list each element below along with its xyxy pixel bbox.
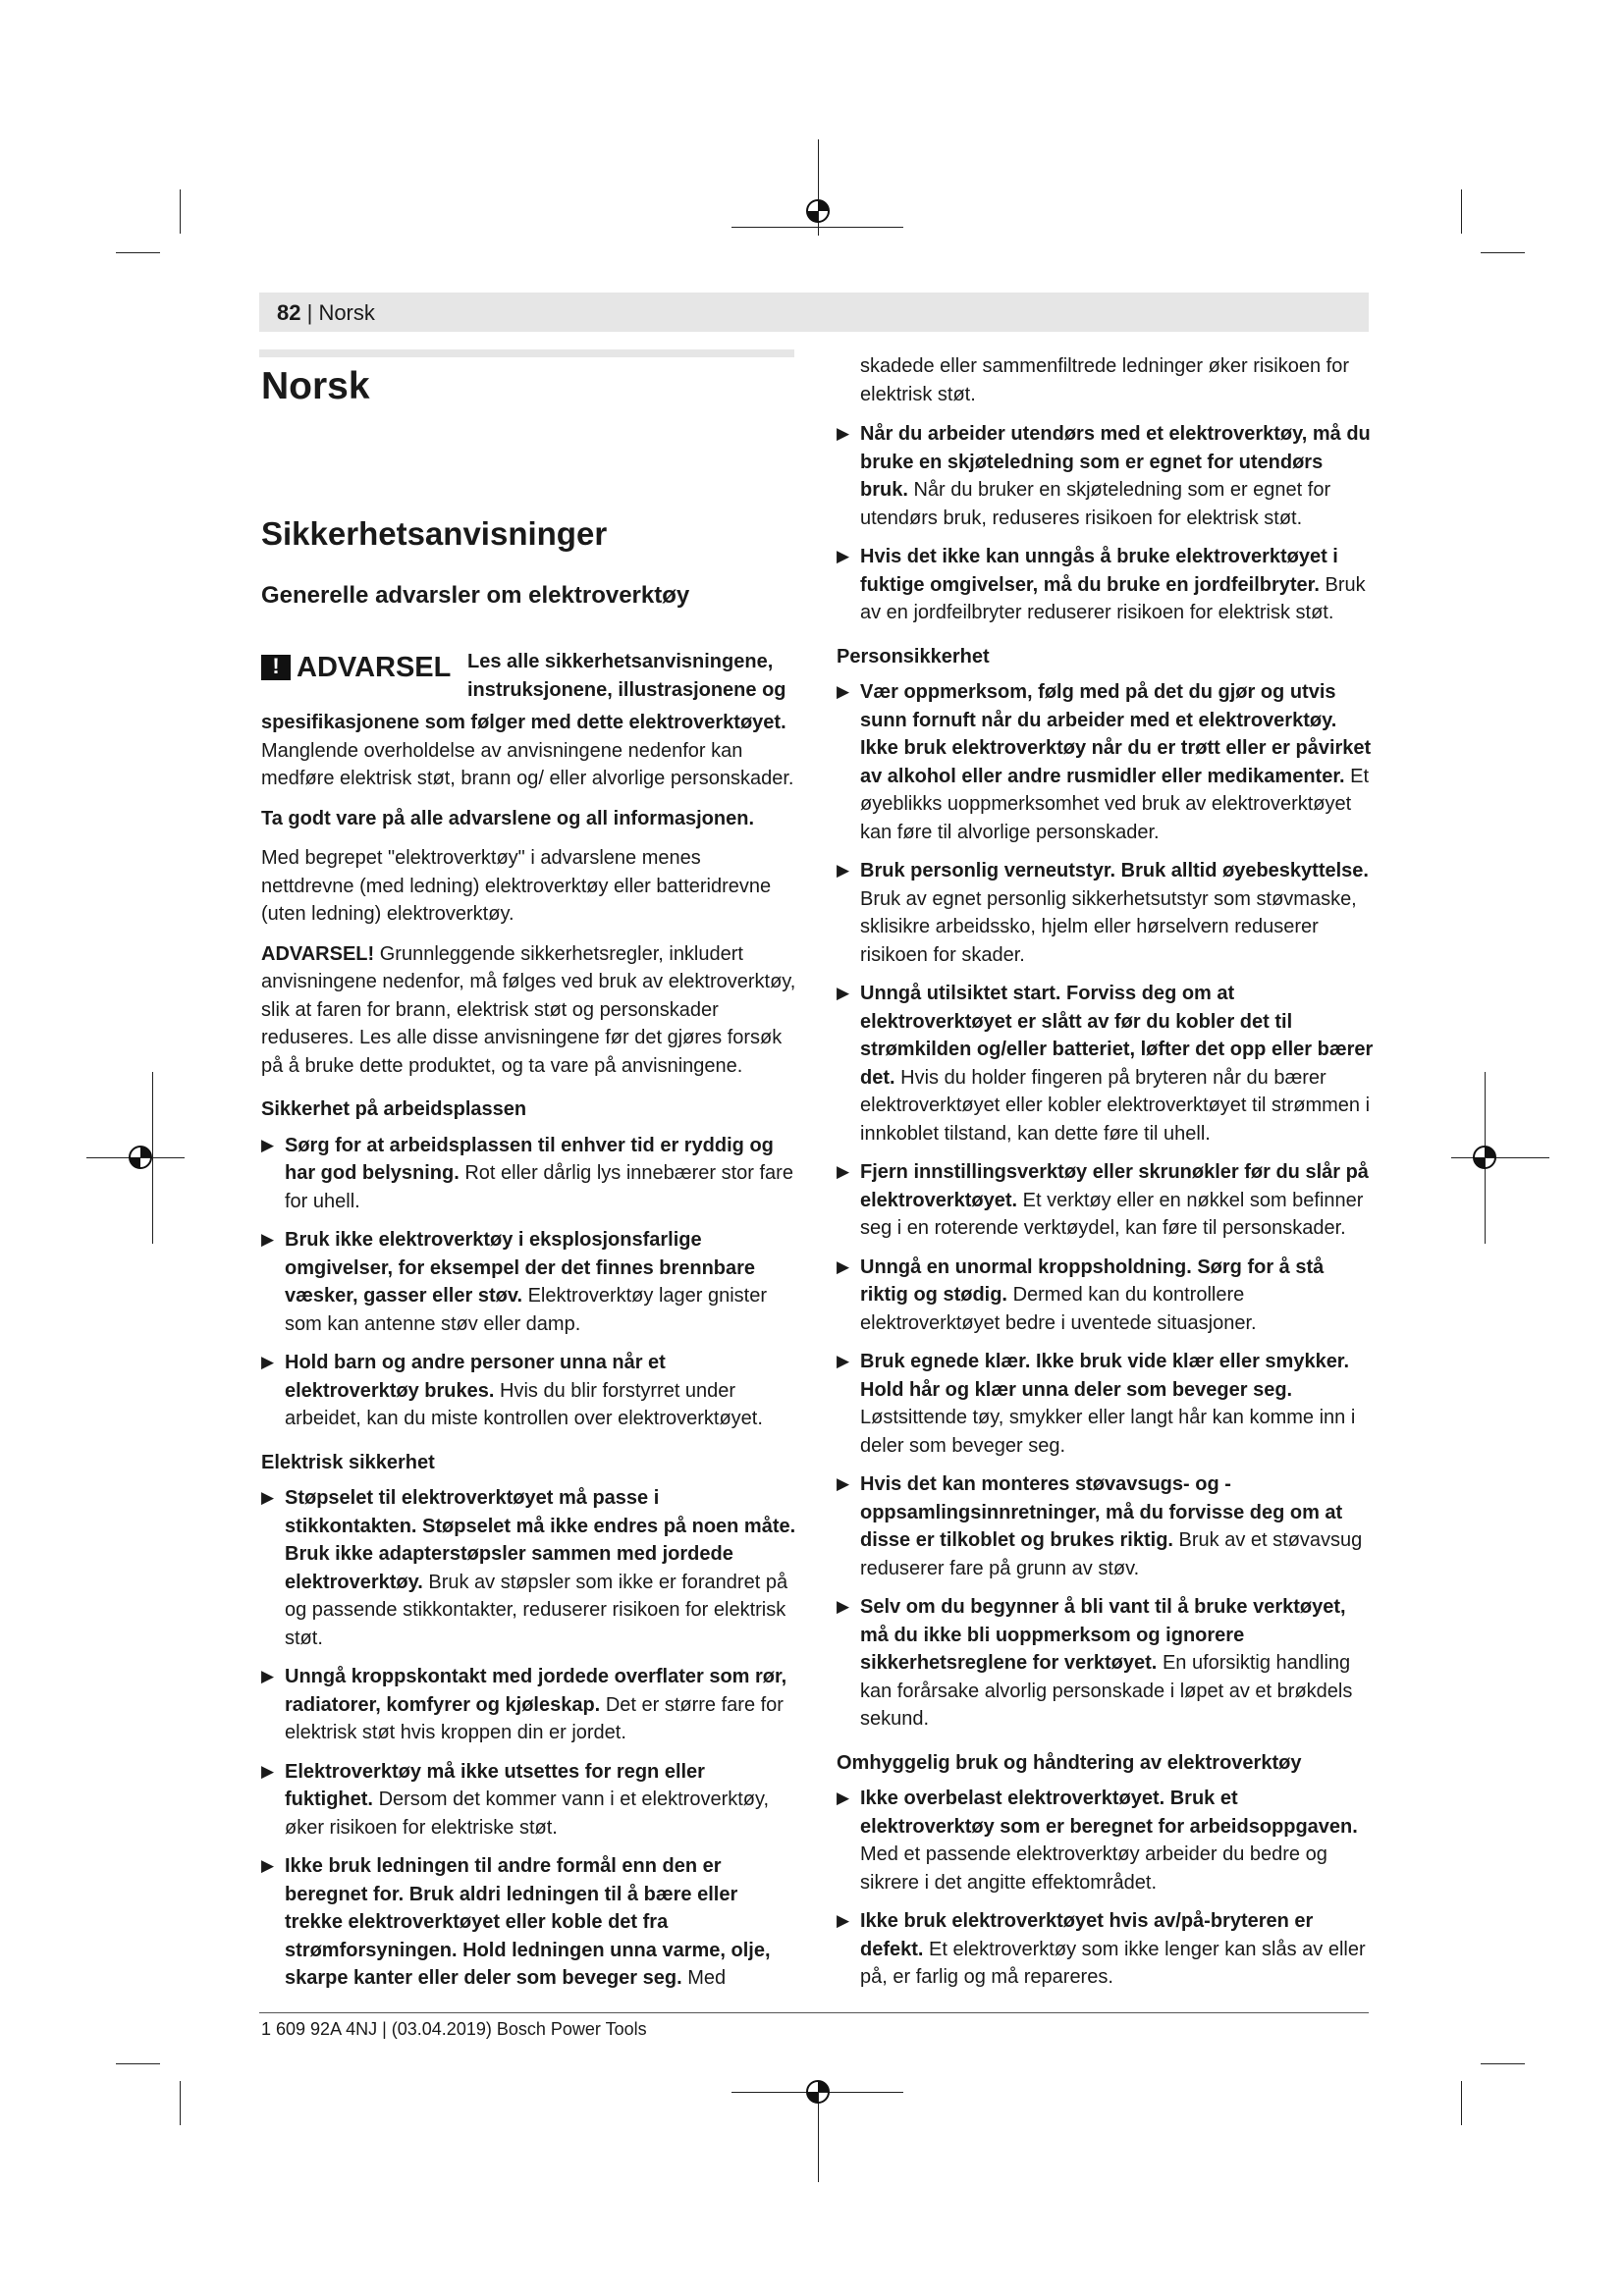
list-item: ▶ Selv om du begynner å bli vant til å bruke verktøyet, må du ikke bli uoppmerksom og ignorere sikkerhetsreglene for verktøyet. En uforsiktig handling kan forårsake alvorlig personskade i løpet av et brøkdels sekund.	[837, 1593, 1375, 1734]
list-item: ▶ Bruk ikke elektroverktøy i eksplosjonsfarlige omgivelser, for eksempel der det finnes brennbare væsker, gasser eller støv. Elektroverktøy lager gnister som kan antenne støv eller damp.	[261, 1226, 796, 1338]
registration-mark-icon	[124, 1141, 157, 1174]
crop-mark	[1461, 2081, 1462, 2125]
list-item: ▶ Elektroverktøy må ikke utsettes for regn eller fuktighet. Dersom det kommer vann i et elektroverktøy, øker risikoen for elektriske støt.	[261, 1758, 796, 1842]
list-item: ▶ Unngå utilsiktet start. Forviss deg om at elektroverktøyet er slått av før du kobler det til strømkilden og/eller batteriet, løfter det opp eller bærer det. Hvis du holder fingeren på bryteren når du bærer elektroverktøyet eller kobler elektroverktøyet til strømmen i innkoblet tilstand, kan dette føre til uhell.	[837, 980, 1375, 1148]
bullet-arrow-icon: ▶	[837, 984, 850, 1002]
crop-mark	[116, 252, 160, 253]
bullet-arrow-icon: ▶	[837, 1789, 850, 1807]
bullet-arrow-icon: ▶	[261, 1667, 275, 1685]
bullet-arrow-icon: ▶	[837, 1597, 850, 1616]
list-item: ▶ Bruk egnede klær. Ikke bruk vide klær eller smykker. Hold hår og klær unna deler som beveger seg. Løstsittende tøy, smykker eller langt hår kan komme inn i deler som beveger seg.	[837, 1348, 1375, 1460]
page-title: Norsk	[261, 365, 370, 407]
crop-mark	[1481, 2063, 1525, 2064]
right-column	[837, 352, 1375, 2002]
left-column	[261, 648, 796, 2003]
list-item: ▶ Når du arbeider utendørs med et elektroverktøy, må du bruke en skjøteledning som er egnet for utendørs bruk. Når du bruker en skjøteledning som er egnet for utendørs bruk, reduseres risikoen for elektrisk støt.	[837, 420, 1375, 532]
electrical-list-continued	[837, 420, 1375, 627]
warning-badge	[261, 654, 451, 682]
registration-mark-icon	[801, 194, 835, 228]
footer-rule	[259, 2012, 1369, 2013]
electrical-list	[261, 1484, 796, 1993]
bullet-arrow-icon: ▶	[837, 547, 850, 565]
definition-paragraph: Med begrepet "elektroverktøy" i advarslene menes nettdrevne (med ledning) elektroverktøy eller batteridrevne (uten ledning) elektroverktøy.	[261, 847, 772, 925]
warning-paragraph: spesifikasjonene som følger med dette elektroverktøyet. Manglende overholdelse av anvisningene nedenfor kan medføre elektrisk støt, brann og/ eller alvorlige personskader.	[261, 712, 794, 789]
header-language: Norsk	[318, 300, 375, 325]
list-item: ▶ Ikke overbelast elektroverktøyet. Bruk et elektroverktøy som er beregnet for arbeidsoppgaven. Med et passende elektroverktøy arbeider du bedre og sikrere i det angitte effektområdet.	[837, 1785, 1375, 1896]
crop-mark	[1461, 189, 1462, 234]
warning-row	[261, 648, 796, 709]
bullet-arrow-icon: ▶	[261, 1135, 275, 1154]
page-header: 82 | Norsk	[277, 300, 375, 325]
bullet-arrow-icon: ▶	[261, 1353, 275, 1371]
list-item: ▶ Fjern innstillingsverktøy eller skrunøkler før du slår på elektroverktøyet. Et verktøy eller en nøkkel som befinner seg i en roterende verktøydel, kan føre til personskader.	[837, 1158, 1375, 1243]
registration-mark-icon	[1468, 1141, 1501, 1174]
bullet-arrow-icon: ▶	[261, 1856, 275, 1875]
bullet-arrow-icon: ▶	[837, 1474, 850, 1493]
list-item: ▶ Bruk personlig verneutstyr. Bruk alltid øyebeskyttelse. Bruk av egnet personlig sikkerhetsutstyr som støvmaske, sklisikre arbeidssko, hjelm eller hørselvern reduserer risikoen for skader.	[837, 857, 1375, 969]
list-item: ▶ Ikke bruk ledningen til andre formål enn den er beregnet for. Bruk aldri ledningen til å bære eller trekke elektroverktøyet eller koble det fra strømforsyningen. Hold ledningen unna varme, olje, skarpe kanter eller deler som beveger seg. Med	[261, 1852, 796, 1993]
header-band	[259, 293, 1369, 332]
bullet-arrow-icon: ▶	[261, 1488, 275, 1507]
crop-mark	[1481, 252, 1525, 253]
list-item: ▶ Unngå en unormal kroppsholdning. Sørg for å stå riktig og stødig. Dermed kan du kontrollere elektroverktøyet bedre i uventede situasjoner.	[837, 1254, 1375, 1338]
bullet-arrow-icon: ▶	[837, 861, 850, 880]
registration-mark-icon	[801, 2075, 835, 2109]
advarsel-paragraph: ADVARSEL! Grunnleggende sikkerhetsregler, inkludert anvisningene nedenfor, må følges ved bruk av elektroverktøy, slik at faren for brann, elektrisk støt og personskader reduseres. Les alle disse anvisningene før det gjøres forsøk på å bruke dette produktet, og ta vare på anvisningene.	[261, 942, 796, 1077]
subsection-title: Generelle advarsler om elektroverktøy	[261, 582, 690, 609]
list-item: ▶ Støpselet til elektroverktøyet må passe i stikkontakten. Støpselet må ikke endres på noen måte. Bruk ikke adapterstøpsler sammen med jordede elektroverktøy. Bruk av støpsler som ikke er forandret på og passende stikkontakter, reduserer risikoen for elektrisk støt.	[261, 1484, 796, 1652]
warning-lead: Les alle sikkerhetsanvisningene, instruksjonene, illustrasjonene og	[467, 651, 786, 701]
electrical-heading: Elektrisk sikkerhet	[261, 1451, 435, 1473]
bullet-arrow-icon: ▶	[837, 1911, 850, 1930]
work-area-heading: Sikkerhet på arbeidsplassen	[261, 1098, 527, 1120]
tool-use-heading: Omhyggelig bruk og håndtering av elektroverktøy	[837, 1751, 1302, 1774]
personal-heading: Personsikkerhet	[837, 645, 990, 667]
list-item: ▶ Unngå kroppskontakt med jordede overflater som rør, radiatorer, komfyrer og kjøleskap. Det er større fare for elektrisk støt hvis kroppen din er jordet.	[261, 1663, 796, 1747]
bullet-arrow-icon: ▶	[261, 1761, 275, 1781]
crop-mark	[116, 2063, 160, 2064]
bullet-arrow-icon: ▶	[837, 1162, 850, 1181]
list-item: ▶ Ikke bruk elektroverktøyet hvis av/på-bryteren er defekt. Et elektroverktøy som ikke lenger kan slås av eller på, er farlig og må repareres.	[837, 1907, 1375, 1992]
title-rule	[259, 349, 794, 357]
list-item: ▶ Hold barn og andre personer unna når et elektroverktøy brukes. Hvis du blir forstyrret under arbeidet, kan du miste kontrollen over elektroverktøyet.	[261, 1349, 796, 1433]
bullet-arrow-icon: ▶	[837, 1256, 850, 1276]
keep-all-note: Ta godt vare på alle advarslene og all informasjonen.	[261, 807, 755, 829]
list-item: ▶ Sørg for at arbeidsplassen til enhver tid er ryddig og har god belysning. Rot eller dårlig lys innebærer stor fare for uhell.	[261, 1132, 796, 1216]
crop-mark	[180, 189, 181, 234]
list-item: ▶ Hvis det ikke kan unngås å bruke elektroverktøyet i fuktige omgivelser, må du bruke en jordfeilbryter. Bruk av en jordfeilbryter reduserer risikoen for elektrisk støt.	[837, 543, 1375, 627]
continuation-text: skadede eller sammenfiltrede ledninger øker risikoen for elektrisk støt.	[860, 355, 1350, 405]
bullet-arrow-icon: ▶	[837, 682, 850, 701]
section-title: Sikkerhetsanvisninger	[261, 515, 608, 552]
list-item: ▶ Hvis det kan monteres støvavsugs- og - oppsamlingsinnretninger, må du forvisse deg om at disse er tilkoblet og brukes riktig. Bruk av et støvavsug reduserer fare på grunn av støv.	[837, 1470, 1375, 1582]
warning-triangle-icon: !	[261, 655, 291, 680]
page-footer: 1 609 92A 4NJ | (03.04.2019) Bosch Power Tools	[261, 2019, 647, 2039]
crop-mark	[180, 2081, 181, 2125]
warning-label: ADVARSEL	[297, 652, 452, 683]
bullet-arrow-icon: ▶	[837, 424, 850, 443]
page-number: 82	[277, 300, 301, 325]
tool-use-list	[837, 1785, 1375, 1992]
bullet-arrow-icon: ▶	[261, 1230, 275, 1249]
personal-list	[837, 678, 1375, 1734]
list-item: ▶ Vær oppmerksom, følg med på det du gjør og utvis sunn fornuft når du arbeider med et elektroverktøy. Ikke bruk elektroverktøy når du er trøtt eller er påvirket av alkohol eller andre rusmidler eller medikamenter. Et øyeblikks uoppmerksomhet ved bruk av elektroverktøyet kan føre til alvorlige personskader.	[837, 678, 1375, 846]
work-area-list	[261, 1132, 796, 1433]
bullet-arrow-icon: ▶	[837, 1352, 850, 1370]
